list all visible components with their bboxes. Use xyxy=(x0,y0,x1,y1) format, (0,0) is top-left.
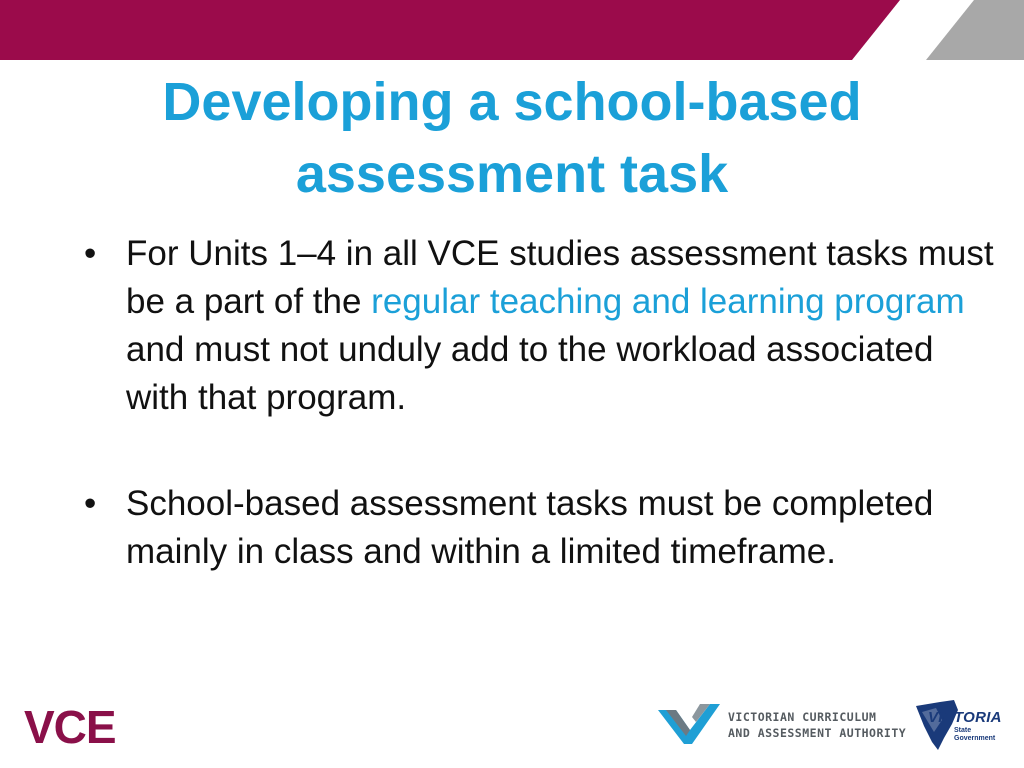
victoria-wordmark: VICTORIA xyxy=(928,709,1002,726)
vce-logo: VCE xyxy=(24,701,116,753)
government-label: Government xyxy=(954,735,996,742)
bullet-text-segment: School-based assessment tasks must be completed mainly in class and within a limited timeframe. xyxy=(126,484,934,571)
bullet-marker: • xyxy=(84,234,97,273)
bullet-marker: • xyxy=(84,484,97,523)
victoria-logo xyxy=(914,698,1014,754)
state-label: State xyxy=(954,727,972,734)
bullet-item xyxy=(82,480,1002,576)
vcaa-line-2: AND ASSESSMENT AUTHORITY xyxy=(728,726,907,740)
bullet-text-segment: For Units 1–4 in all VCE studies assessment tasks must be a part of the xyxy=(126,234,994,321)
bullet-item xyxy=(82,230,1002,422)
top-banner xyxy=(0,0,1024,60)
victoria-state-map-logo-icon xyxy=(914,698,1014,754)
state-government-label xyxy=(954,727,995,743)
highlighted-phrase: regular teaching and learning program xyxy=(371,282,965,321)
banner-gray-stripe xyxy=(926,0,1024,60)
vcaa-logo xyxy=(656,700,907,750)
vcaa-line-1: VICTORIAN CURRICULUM xyxy=(728,710,877,724)
slide-title: Developing a school-based assessment task xyxy=(162,72,862,204)
bullet-text-segment: and must not unduly add to the workload associated with that program. xyxy=(126,330,934,417)
banner-magenta-band xyxy=(0,0,900,60)
bullet-list xyxy=(82,230,1002,576)
vcaa-chevron-logo-icon xyxy=(656,700,722,746)
vcaa-wordmark xyxy=(728,709,906,741)
